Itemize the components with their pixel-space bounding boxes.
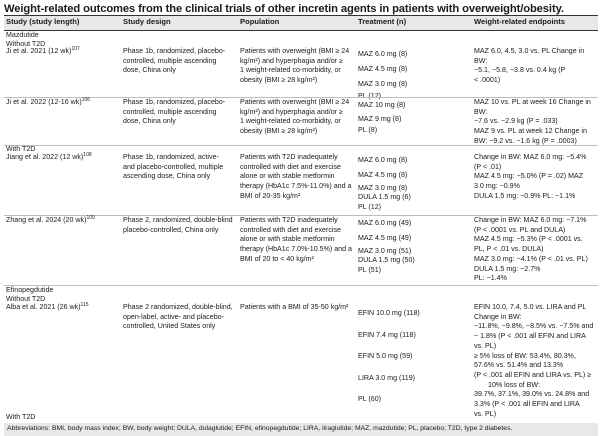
treatment-cell — [358, 153, 411, 213]
cell-line: MAZ 4.5 mg (8) — [358, 171, 408, 180]
cell-line: Ji et al. 2022 (12-16 wk) — [6, 98, 82, 106]
cell-line: obesity (BMI ≥ 28 kg/m²) — [240, 127, 318, 136]
section-mazdutide: Mazdutide — [6, 31, 39, 39]
cell-line: MAZ 6.0, 4.5, 3.0 vs. PL Change in — [474, 47, 585, 55]
cell-line: DULA 1.5 mg (6) — [358, 193, 411, 202]
treatment-cell — [358, 98, 405, 135]
cell-line: MAZ 4.5 mg: −5.3% (P < .0001 vs. — [474, 235, 583, 244]
treatment-cell — [358, 216, 415, 276]
cell-line: EFIN 7.4 mg (118) — [358, 330, 416, 339]
population-cell — [240, 216, 352, 265]
treatment-cell — [358, 303, 420, 411]
cell-line: controlled with diet and exercise — [240, 225, 341, 234]
population-cell — [240, 47, 349, 86]
cell-line: PL (12) — [358, 92, 381, 101]
cell-line: kg/m²) and hyperphagia and/or ≥ — [240, 107, 343, 116]
cell-line: − 1.8% (P < .001 all EFIN and LIRA — [474, 332, 586, 341]
cell-line: Alba et al. 2021 (26 wk) — [6, 303, 81, 311]
cell-line: Patients with T2D inadequately — [240, 153, 338, 161]
header-population: Population — [240, 17, 280, 26]
cell-line: 106 — [81, 97, 91, 103]
cell-line: Phase 2, randomized, double-blind — [123, 216, 233, 224]
cell-line: controlled with diet and exercise — [240, 162, 341, 171]
cell-line: LIRA 3.0 mg (119) — [358, 373, 416, 382]
cell-line: Phase 2 randomized, double-blind, — [123, 303, 233, 311]
cell-line: (P < .0001 vs. PL and DULA) — [474, 225, 566, 234]
cell-line: Phase 1b, randomized, placebo- — [123, 47, 226, 55]
cell-line: Phase 1b, randomized, placebo- — [123, 98, 226, 106]
cell-line: 3.3% (P < .001 all EFIN and LIRA — [474, 400, 580, 409]
cell-line: ascending dose, China only — [123, 172, 211, 181]
cell-line: BW: — [474, 107, 488, 116]
cell-line: MAZ 3.0 mg (51) — [358, 246, 412, 255]
cell-line: BW: −9.2 vs. −1.6 kg (P = .0003) — [474, 136, 577, 145]
cell-line: MAZ 9 mg (8) — [358, 115, 402, 123]
endpoints-cell — [474, 98, 591, 147]
cell-line: MAZ 6.0 mg (49) — [358, 219, 412, 227]
cell-line: PL: −1.4% — [474, 274, 507, 283]
design-cell — [123, 153, 223, 182]
cell-line: Zhang et al. 2024 (20 wk) — [6, 216, 87, 224]
cell-line: 10% loss of BW: — [488, 380, 540, 389]
cell-line: DULA 1.5 mg: −0.9% PL: −1.1% — [474, 191, 576, 200]
population-cell — [240, 153, 351, 202]
cell-line: EFIN 10.0 mg (118) — [358, 309, 420, 317]
cell-line: vs. PL) — [474, 409, 497, 418]
endpoints-cell — [474, 216, 588, 284]
design-cell — [123, 47, 225, 76]
cell-line: MAZ 10 vs. PL at week 16 Change in — [474, 98, 591, 106]
cell-line: dose, China only — [123, 66, 176, 75]
cell-line: Patients with overweight (BMI ≥ 24 — [240, 47, 350, 55]
cell-line: obesity (BMI ≥ 28 kg/m²) — [240, 76, 318, 85]
cell-line: MAZ 4.5 mg (8) — [358, 64, 408, 73]
cell-line: alone or with stable metformin — [240, 172, 335, 181]
cell-line: Jiang et al. 2022 (12 wk) — [6, 153, 84, 161]
cell-line: DULA 1.5 mg: −2.7% — [474, 264, 541, 273]
abbreviations-footnote: Abbreviations: BMI, body mass index; BW, body weight; DULA, dulaglutide; EFIN, efinopegdutide; LIRA, liraglutide; MAZ, mazdutide; PL, placebo; T2D, type 2 diabetes. — [4, 423, 598, 436]
cell-line: Change in BW: — [474, 312, 522, 321]
cell-line: dose, China only — [123, 117, 176, 126]
top-rule — [4, 15, 598, 16]
cell-line: Ji et al. 2021 (12 wk) — [6, 47, 72, 55]
endpoints-cell — [474, 303, 593, 419]
cell-line: DULA 1.5 mg (50) — [358, 256, 415, 265]
cell-line: Patients with T2D inadequately — [240, 216, 338, 224]
study-cell — [6, 216, 95, 226]
cell-line: vs. PL) — [474, 341, 497, 350]
cell-line: therapy (HbA1c 7.0%-10.5%) and a — [240, 245, 352, 254]
cell-line: PL (8) — [358, 126, 378, 134]
study-cell — [6, 153, 92, 163]
table-title: Weight-related outcomes from the clinical trials of other incretin agents in patients with overweight/obesity. — [4, 3, 564, 15]
cell-line: PL (60) — [358, 395, 381, 404]
cell-line: Patients with a BMI of 35-50 kg/m² — [240, 303, 349, 311]
cell-line: MAZ 3.0 mg: −4.1% (P < .01 vs. PL) — [474, 254, 588, 263]
cell-line: MAZ 3.0 mg (8) — [358, 183, 408, 192]
cell-line: BMI of 20-35 kg/m² — [240, 191, 301, 200]
cell-line: 109 — [86, 215, 95, 221]
design-cell — [123, 303, 233, 332]
cell-line: 57.6% vs. 51.4% and 13.3% — [474, 361, 564, 370]
design-cell — [123, 216, 233, 235]
cell-line: EFIN 10.0, 7.4, 5.0 vs. LIRA and PL — [474, 303, 587, 311]
cell-line: and placebo-controlled, multiple — [123, 162, 224, 171]
study-cell — [6, 303, 89, 313]
cell-line: ≥ 5% loss of BW: 53.4%, 80.3%, — [474, 351, 576, 360]
cell-line: BW: — [474, 56, 488, 65]
cell-line: PL (51) — [358, 266, 381, 274]
cell-line: therapy (HbA1c 7.5%-11.0%) and a — [240, 182, 352, 191]
cell-line: MAZ 6.0 mg (8) — [358, 156, 408, 164]
cell-line: PL, P < .01 vs. DULA) — [474, 245, 544, 254]
cell-line: −5.1, −5.8, −3.8 vs. 0.4 kg (P — [474, 66, 566, 75]
cell-line: < .0001) — [474, 76, 501, 85]
cell-line: −11.8%, −9.8%, −8.5% vs. −7.5% and — [474, 322, 594, 331]
header-treatment: Treatment (n) — [358, 17, 407, 26]
cell-line: (P < .001 all EFIN and LIRA vs. PL) ≥ — [474, 370, 592, 379]
cell-line: 1 weight-related co-morbidity, or — [240, 117, 341, 126]
study-cell — [6, 98, 90, 108]
section-with-t2d: With T2D — [6, 413, 36, 421]
section-without-t2d: Without T2D — [6, 295, 46, 303]
cell-line: (P < .01) — [474, 162, 502, 171]
population-cell — [240, 98, 349, 137]
section-efinopegdutide: Efinopegdutide — [6, 286, 54, 294]
cell-line: Change in BW: MAZ 6.0 mg: −7.1% — [474, 216, 587, 224]
cell-line: MAZ 4.5 mg (49) — [358, 234, 412, 243]
cell-line: 39.7%, 37.1%, 39.0% vs. 24.8% and — [474, 390, 590, 399]
header-rule — [4, 30, 598, 31]
row-divider — [4, 145, 598, 146]
cell-line: MAZ 3.0 mg (8) — [358, 79, 408, 88]
cell-line: kg/m²) and hyperphagia and/or ≥ — [240, 56, 343, 65]
cell-line: EFIN 5.0 mg (59) — [358, 352, 413, 361]
cell-line: controlled, multiple ascending — [123, 56, 217, 65]
section-without-t2d: Without T2D — [6, 40, 46, 48]
cell-line: PL (12) — [358, 203, 381, 211]
treatment-cell — [358, 47, 407, 101]
endpoints-cell — [474, 47, 584, 86]
cell-line: MAZ 10 mg (8) — [358, 101, 406, 109]
row-divider — [4, 285, 598, 286]
design-cell — [123, 98, 225, 127]
cell-line: 3.0 mg: −0.9% — [474, 182, 520, 191]
cell-line: 108 — [83, 152, 92, 158]
cell-line: MAZ 9 vs. PL at week 12 Change in — [474, 127, 587, 136]
cell-line: controlled, multiple ascending — [123, 107, 217, 116]
header-study: Study (study length) — [6, 17, 80, 26]
cell-line: open-label, active- and placebo- — [123, 312, 224, 321]
cell-line: alone or with stable metformin — [240, 235, 335, 244]
header-endpoints: Weight-related endpoints — [474, 17, 565, 26]
study-cell — [6, 47, 80, 57]
cell-line: −7.6 vs. −2.9 kg (P = .033) — [474, 117, 558, 126]
cell-line: 1 weight-related co-morbidity, or — [240, 66, 341, 75]
cell-line: controlled, United States only — [123, 322, 216, 331]
cell-line: BMI of 20 to < 40 kg/m² — [240, 254, 314, 263]
cell-line: Change in BW: MAZ 6.0 mg: −5.4% — [474, 153, 587, 161]
cell-line: MAZ 4.5 mg: −5.0% (P = .02) MAZ — [474, 172, 584, 181]
cell-line: placebo-controlled, China only — [123, 225, 219, 234]
cell-line: MAZ 6.0 mg (8) — [358, 50, 408, 58]
header-design: Study design — [123, 17, 171, 26]
population-cell — [240, 303, 348, 313]
section-with-t2d: With T2D — [6, 145, 36, 153]
endpoints-cell — [474, 153, 586, 202]
cell-line: 107 — [71, 46, 80, 52]
cell-line: 115 — [80, 302, 89, 308]
cell-line: Patients with overweight (BMI ≥ 24 — [240, 98, 350, 106]
cell-line: Phase 1b, randomized, active- — [123, 153, 219, 161]
